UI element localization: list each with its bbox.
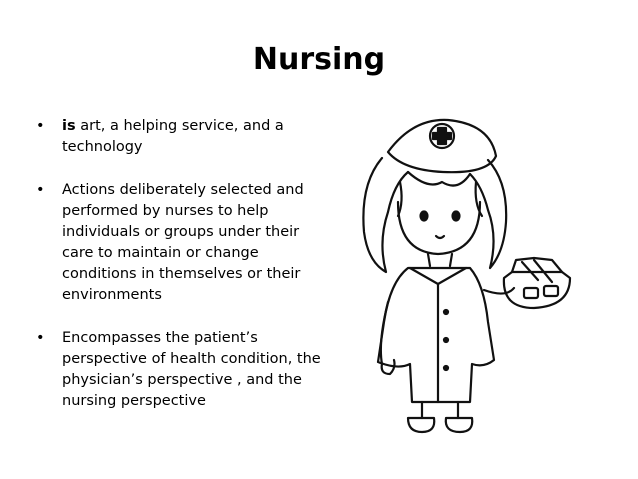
right-arm xyxy=(484,288,514,294)
right-eye xyxy=(453,212,460,221)
nurse-cartoon-icon xyxy=(338,112,578,442)
bullet-text: Encompasses the patient’s perspective of health condition, the physician’s perspective , and the nursing perspective xyxy=(62,330,321,409)
bullet-marker: • xyxy=(36,182,45,198)
bullet-item-2 xyxy=(36,180,326,306)
legs xyxy=(422,402,458,418)
face xyxy=(398,202,480,254)
mouth xyxy=(436,236,444,238)
bullet-list xyxy=(36,116,326,412)
slide-title: Nursing xyxy=(252,42,386,77)
coat xyxy=(378,268,494,402)
bullet-text: Actions deliberately selected and performed by nurses to help individuals or groups under their care to maintain or change conditions in themselves or their environments xyxy=(62,182,304,303)
cap-cross xyxy=(433,128,451,144)
right-shoe xyxy=(446,418,472,432)
left-arm xyxy=(381,302,388,364)
bullet-item-1 xyxy=(36,116,326,158)
bullet-marker: • xyxy=(36,118,45,134)
bullet-text: art, a helping service, and a technology xyxy=(62,118,284,155)
left-shoe xyxy=(408,418,434,432)
bullet-marker: • xyxy=(36,330,45,346)
bullet-lead-text: is xyxy=(62,118,76,134)
collar xyxy=(410,268,466,284)
bullet-item-3 xyxy=(36,328,326,412)
hair xyxy=(363,158,408,272)
left-eye xyxy=(421,212,428,221)
